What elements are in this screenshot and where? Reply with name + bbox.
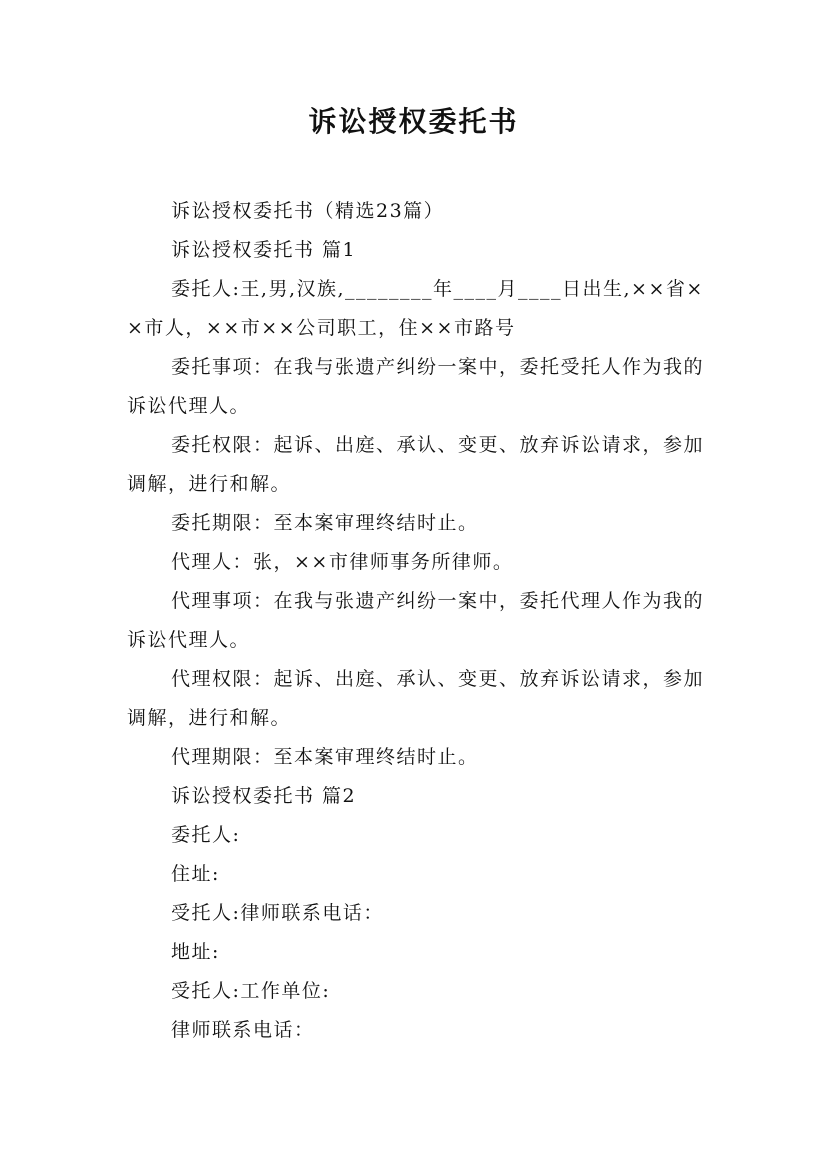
field-address-2: 地址: (171, 941, 220, 963)
paragraph-agency-matter: 代理事项：在我与张遗产纠纷一案中，委托代理人作为我的诉讼代理人。 (127, 590, 705, 651)
field-trustee-lawyer-phone: 受托人:律师联系电话： (171, 902, 384, 924)
paragraph-entrusted-term: 委托期限：至本案审理终结时止。 (171, 512, 479, 534)
field-lawyer-phone: 律师联系电话： (171, 1019, 315, 1041)
paragraph-agent: 代理人：张，××市律师事务所律师。 (171, 551, 514, 573)
paragraph-entrusted-authority: 委托权限：起诉、出庭、承认、变更、放弃诉讼请求，参加调解，进行和解。 (127, 434, 705, 495)
paragraph-agency-authority: 代理权限：起诉、出庭、承认、变更、放弃诉讼请求，参加调解，进行和解。 (127, 668, 705, 729)
section-heading-1: 诉讼授权委托书 篇1 (171, 239, 357, 261)
field-principal: 委托人: (171, 824, 241, 846)
paragraph-entrusted-matter: 委托事项：在我与张遗产纠纷一案中，委托受托人作为我的诉讼代理人。 (127, 356, 705, 417)
document-body (127, 192, 712, 1050)
field-trustee-employer: 受托人:工作单位: (171, 980, 331, 1002)
field-address: 住址: (171, 863, 220, 885)
document-title: 诉讼授权委托书 (308, 105, 519, 138)
paragraph-principal: 委托人:王,男,汉族,________年____月____日出生,××省××市人，××市××公司职工，住××市路号 (127, 278, 704, 339)
paragraph-heading: 诉讼授权委托书（精选23篇） (171, 200, 445, 222)
section-heading-2: 诉讼授权委托书 篇2 (171, 785, 357, 807)
paragraph-agency-term: 代理期限：至本案审理终结时止。 (171, 746, 479, 768)
